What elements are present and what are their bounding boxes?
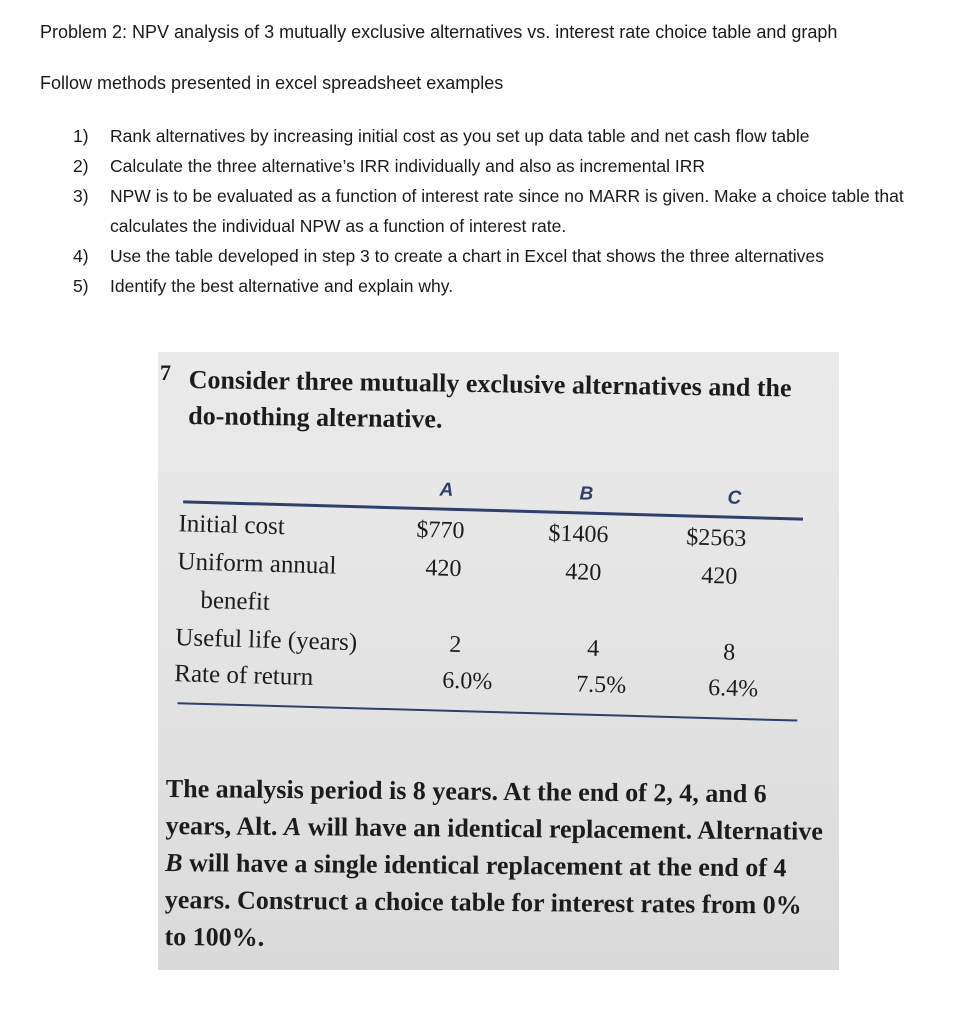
problem-text-part: will have an identical replacement. Alternative xyxy=(301,812,824,846)
step-text: Rank alternatives by increasing initial cost as you set up data table and net cash flow table xyxy=(110,126,810,146)
column-header-b: B xyxy=(579,483,594,505)
cell-c-rate-of-return: 6.4% xyxy=(707,675,759,703)
row-label-rate-of-return: Rate of return xyxy=(173,660,314,692)
cell-b-annual-benefit: 420 xyxy=(564,559,602,587)
page-title: Problem 2: NPV analysis of 3 mutually exclusive alternatives vs. interest rate choice table and graph xyxy=(40,22,838,42)
table-bottom-rule xyxy=(178,702,798,721)
problem-text-part: The analysis period is 8 years. At the end of 2, 4, and 6 years, Alt. xyxy=(165,773,767,842)
alternative-b-ref: B xyxy=(165,847,183,878)
row-label-benefit: benefit xyxy=(200,586,271,616)
problem-number: 7 xyxy=(160,360,171,385)
step-number: 5) xyxy=(73,276,89,296)
list-item xyxy=(73,241,933,271)
cell-b-useful-life: 4 xyxy=(586,635,600,662)
problem-heading: Consider three mutually exclusive alternatives and the do-nothing alternative. xyxy=(188,364,792,434)
page-subtitle: Follow methods presented in excel spreadsheet examples xyxy=(40,73,504,93)
step-text: Identify the best alternative and explain why. xyxy=(110,276,454,296)
step-number: 3) xyxy=(73,186,89,206)
cell-a-useful-life: 2 xyxy=(448,631,462,659)
list-item xyxy=(73,271,933,301)
step-number: 1) xyxy=(73,126,89,146)
cell-a-rate-of-return: 6.0% xyxy=(441,667,493,696)
column-header-a: A xyxy=(439,479,454,501)
cell-a-initial-cost: $770 xyxy=(416,516,465,545)
alternative-a-ref: A xyxy=(283,812,302,842)
cell-c-initial-cost: $2563 xyxy=(686,524,747,553)
column-header-c: C xyxy=(727,487,742,509)
cell-b-initial-cost: $1406 xyxy=(548,520,609,549)
list-item xyxy=(73,181,933,241)
problem-text-part: will have a single identical replacement at the end of 4 years. Construct a choice table for interest rates from 0% to 100%. xyxy=(164,848,802,952)
step-text: Calculate the three alternative’s IRR individually and also as incremental IRR xyxy=(110,156,705,176)
row-label-initial-cost: Initial cost xyxy=(178,510,286,541)
step-number: 4) xyxy=(73,246,89,266)
cell-c-useful-life: 8 xyxy=(722,639,736,666)
step-text: NPW is to be evaluated as a function of interest rate since no MARR is given. Make a choice table that calculates the individual NPW as a function of interest rate. xyxy=(110,186,904,236)
cell-c-annual-benefit: 420 xyxy=(700,562,738,590)
row-label-uniform-annual: Uniform annual xyxy=(177,548,337,580)
problem-statement xyxy=(164,770,826,961)
row-label-useful-life: Useful life (years) xyxy=(174,624,358,657)
alternatives-table xyxy=(165,472,811,730)
step-number: 2) xyxy=(73,156,89,176)
instruction-list xyxy=(73,121,933,301)
textbook-problem-photo xyxy=(158,352,839,970)
cell-a-annual-benefit: 420 xyxy=(425,555,462,583)
list-item xyxy=(73,121,933,151)
cell-b-rate-of-return: 7.5% xyxy=(575,671,627,699)
list-item xyxy=(73,151,933,181)
step-text: Use the table developed in step 3 to create a chart in Excel that shows the three alternatives xyxy=(110,246,825,266)
